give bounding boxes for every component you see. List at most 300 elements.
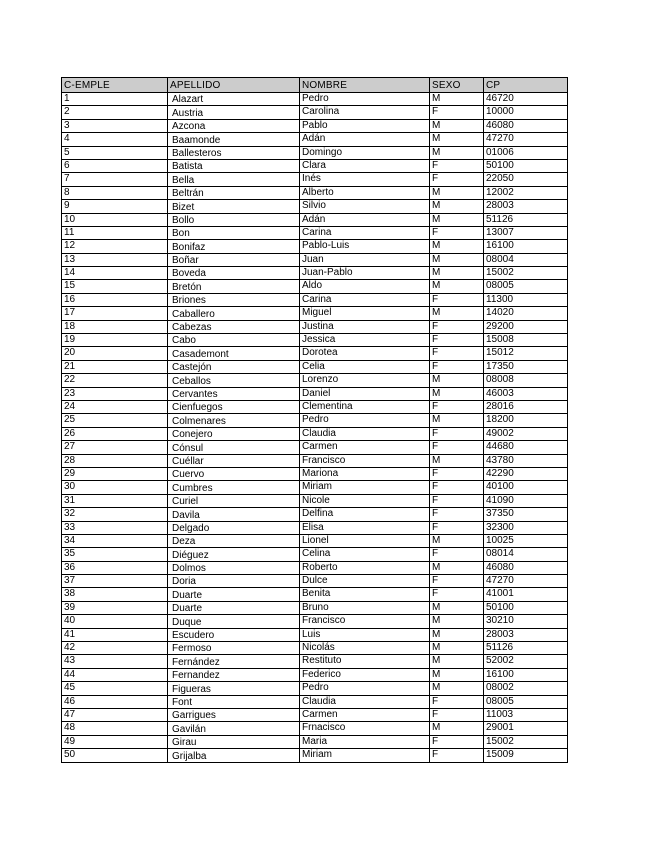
- cell-cp: 11300: [484, 293, 568, 306]
- cell-cp: 13007: [484, 226, 568, 239]
- cell-nombre: Silvio: [300, 200, 430, 213]
- cell-c-emple: 13: [62, 253, 168, 266]
- cell-c-emple: 29: [62, 467, 168, 480]
- cell-sexo: F: [430, 467, 484, 480]
- cell-sexo: F: [430, 708, 484, 721]
- cell-nombre: Claudia: [300, 427, 430, 440]
- cell-c-emple: 19: [62, 334, 168, 347]
- cell-cp: 10000: [484, 106, 568, 119]
- table-row: [62, 400, 568, 413]
- column-header-c-emple: C-EMPLE: [62, 78, 168, 93]
- cell-sexo: M: [430, 655, 484, 668]
- cell-cp: 52002: [484, 655, 568, 668]
- cell-apellido: Beltrán: [168, 186, 300, 199]
- cell-nombre: Juan: [300, 253, 430, 266]
- cell-nombre: Miguel: [300, 307, 430, 320]
- cell-apellido: Duarte: [168, 601, 300, 614]
- table-row: [62, 534, 568, 547]
- cell-sexo: F: [430, 360, 484, 373]
- cell-cp: 30210: [484, 615, 568, 628]
- table-row: [62, 668, 568, 681]
- cell-cp: 44680: [484, 441, 568, 454]
- cell-nombre: Pedro: [300, 414, 430, 427]
- cell-nombre: Benita: [300, 588, 430, 601]
- cell-nombre: Bruno: [300, 601, 430, 614]
- cell-nombre: Pablo: [300, 119, 430, 132]
- cell-c-emple: 27: [62, 441, 168, 454]
- cell-cp: 50100: [484, 159, 568, 172]
- cell-cp: 22050: [484, 173, 568, 186]
- cell-nombre: Celia: [300, 360, 430, 373]
- cell-nombre: Lorenzo: [300, 374, 430, 387]
- cell-nombre: Dulce: [300, 575, 430, 588]
- table-row: [62, 360, 568, 373]
- cell-nombre: Claudia: [300, 695, 430, 708]
- cell-c-emple: 7: [62, 173, 168, 186]
- cell-apellido: Bella: [168, 173, 300, 186]
- cell-apellido: Bretón: [168, 280, 300, 293]
- cell-cp: 16100: [484, 668, 568, 681]
- cell-nombre: Daniel: [300, 387, 430, 400]
- cell-nombre: Maria: [300, 735, 430, 748]
- cell-apellido: Gavilán: [168, 722, 300, 735]
- cell-sexo: F: [430, 508, 484, 521]
- cell-apellido: Deza: [168, 534, 300, 547]
- cell-sexo: M: [430, 240, 484, 253]
- table-row: [62, 173, 568, 186]
- cell-nombre: Carina: [300, 226, 430, 239]
- table-row: [62, 494, 568, 507]
- cell-cp: 28016: [484, 400, 568, 413]
- table-row: [62, 588, 568, 601]
- cell-c-emple: 1: [62, 93, 168, 106]
- cell-apellido: Garrigues: [168, 708, 300, 721]
- cell-nombre: Federico: [300, 668, 430, 681]
- cell-sexo: F: [430, 481, 484, 494]
- cell-sexo: M: [430, 267, 484, 280]
- cell-sexo: M: [430, 454, 484, 467]
- table-row: [62, 280, 568, 293]
- cell-cp: 51126: [484, 213, 568, 226]
- table-row: [62, 427, 568, 440]
- cell-apellido: Cumbres: [168, 481, 300, 494]
- cell-c-emple: 34: [62, 534, 168, 547]
- cell-c-emple: 23: [62, 387, 168, 400]
- cell-sexo: F: [430, 106, 484, 119]
- cell-cp: 28003: [484, 628, 568, 641]
- cell-c-emple: 40: [62, 615, 168, 628]
- cell-cp: 11003: [484, 708, 568, 721]
- cell-c-emple: 45: [62, 682, 168, 695]
- cell-sexo: F: [430, 588, 484, 601]
- cell-c-emple: 18: [62, 320, 168, 333]
- cell-nombre: Miriam: [300, 749, 430, 762]
- cell-cp: 18200: [484, 414, 568, 427]
- cell-sexo: F: [430, 575, 484, 588]
- cell-c-emple: 35: [62, 548, 168, 561]
- cell-cp: 08002: [484, 682, 568, 695]
- cell-c-emple: 30: [62, 481, 168, 494]
- cell-sexo: F: [430, 159, 484, 172]
- cell-cp: 41090: [484, 494, 568, 507]
- cell-cp: 50100: [484, 601, 568, 614]
- cell-apellido: Fernández: [168, 655, 300, 668]
- cell-c-emple: 28: [62, 454, 168, 467]
- cell-apellido: Dolmos: [168, 561, 300, 574]
- cell-sexo: F: [430, 400, 484, 413]
- cell-c-emple: 2: [62, 106, 168, 119]
- cell-c-emple: 48: [62, 722, 168, 735]
- table-row: [62, 642, 568, 655]
- cell-nombre: Carina: [300, 293, 430, 306]
- cell-cp: 15009: [484, 749, 568, 762]
- cell-c-emple: 21: [62, 360, 168, 373]
- table-row: [62, 548, 568, 561]
- cell-apellido: Ballesteros: [168, 146, 300, 159]
- cell-sexo: M: [430, 307, 484, 320]
- cell-apellido: Cónsul: [168, 441, 300, 454]
- cell-c-emple: 5: [62, 146, 168, 159]
- cell-apellido: Cienfuegos: [168, 400, 300, 413]
- cell-apellido: Cervantes: [168, 387, 300, 400]
- cell-apellido: Duarte: [168, 588, 300, 601]
- table-row: [62, 213, 568, 226]
- cell-nombre: Carmen: [300, 708, 430, 721]
- cell-nombre: Aldo: [300, 280, 430, 293]
- cell-nombre: Jessica: [300, 334, 430, 347]
- cell-cp: 08008: [484, 374, 568, 387]
- cell-sexo: M: [430, 682, 484, 695]
- cell-apellido: Fermoso: [168, 642, 300, 655]
- table-row: [62, 708, 568, 721]
- cell-sexo: M: [430, 722, 484, 735]
- cell-c-emple: 26: [62, 427, 168, 440]
- cell-cp: 32300: [484, 521, 568, 534]
- cell-sexo: F: [430, 347, 484, 360]
- cell-c-emple: 39: [62, 601, 168, 614]
- cell-apellido: Font: [168, 695, 300, 708]
- cell-cp: 08004: [484, 253, 568, 266]
- cell-sexo: F: [430, 735, 484, 748]
- cell-nombre: Dorotea: [300, 347, 430, 360]
- cell-cp: 40100: [484, 481, 568, 494]
- cell-cp: 15008: [484, 334, 568, 347]
- cell-sexo: M: [430, 668, 484, 681]
- cell-cp: 29001: [484, 722, 568, 735]
- cell-apellido: Bonifaz: [168, 240, 300, 253]
- cell-apellido: Colmenares: [168, 414, 300, 427]
- cell-c-emple: 16: [62, 293, 168, 306]
- cell-c-emple: 14: [62, 267, 168, 280]
- cell-apellido: Grijalba: [168, 749, 300, 762]
- cell-apellido: Baamonde: [168, 133, 300, 146]
- table-row: [62, 293, 568, 306]
- cell-sexo: M: [430, 642, 484, 655]
- cell-apellido: Escudero: [168, 628, 300, 641]
- column-header-nombre: NOMBRE: [300, 78, 430, 93]
- cell-sexo: M: [430, 601, 484, 614]
- cell-sexo: M: [430, 119, 484, 132]
- cell-sexo: F: [430, 441, 484, 454]
- table-row: [62, 601, 568, 614]
- cell-nombre: Juan-Pablo: [300, 267, 430, 280]
- column-header-cp: CP: [484, 78, 568, 93]
- cell-c-emple: 11: [62, 226, 168, 239]
- cell-c-emple: 10: [62, 213, 168, 226]
- cell-nombre: Clara: [300, 159, 430, 172]
- cell-apellido: Batista: [168, 159, 300, 172]
- cell-sexo: F: [430, 548, 484, 561]
- cell-apellido: Boveda: [168, 267, 300, 280]
- table-row: [62, 374, 568, 387]
- cell-apellido: Austria: [168, 106, 300, 119]
- cell-apellido: Alazart: [168, 93, 300, 106]
- cell-nombre: Nicolás: [300, 642, 430, 655]
- table-row: [62, 307, 568, 320]
- cell-sexo: M: [430, 213, 484, 226]
- cell-apellido: Curiel: [168, 494, 300, 507]
- cell-apellido: Diéguez: [168, 548, 300, 561]
- table-row: [62, 146, 568, 159]
- cell-nombre: Carmen: [300, 441, 430, 454]
- cell-sexo: M: [430, 615, 484, 628]
- cell-c-emple: 6: [62, 159, 168, 172]
- cell-sexo: M: [430, 280, 484, 293]
- cell-c-emple: 50: [62, 749, 168, 762]
- cell-nombre: Justina: [300, 320, 430, 333]
- cell-cp: 43780: [484, 454, 568, 467]
- cell-apellido: Caballero: [168, 307, 300, 320]
- cell-c-emple: 36: [62, 561, 168, 574]
- cell-apellido: Bollo: [168, 213, 300, 226]
- cell-c-emple: 33: [62, 521, 168, 534]
- cell-sexo: M: [430, 534, 484, 547]
- cell-nombre: Francisco: [300, 454, 430, 467]
- cell-nombre: Nicole: [300, 494, 430, 507]
- cell-nombre: Roberto: [300, 561, 430, 574]
- table-row: [62, 655, 568, 668]
- cell-apellido: Conejero: [168, 427, 300, 440]
- cell-cp: 29200: [484, 320, 568, 333]
- cell-nombre: Miriam: [300, 481, 430, 494]
- cell-c-emple: 31: [62, 494, 168, 507]
- cell-c-emple: 47: [62, 708, 168, 721]
- cell-c-emple: 49: [62, 735, 168, 748]
- cell-apellido: Girau: [168, 735, 300, 748]
- cell-cp: 08005: [484, 280, 568, 293]
- cell-c-emple: 44: [62, 668, 168, 681]
- cell-sexo: F: [430, 320, 484, 333]
- cell-c-emple: 9: [62, 200, 168, 213]
- cell-apellido: Castejón: [168, 360, 300, 373]
- table-row: [62, 200, 568, 213]
- cell-nombre: Lionel: [300, 534, 430, 547]
- cell-cp: 17350: [484, 360, 568, 373]
- table-row: [62, 615, 568, 628]
- cell-sexo: M: [430, 253, 484, 266]
- cell-nombre: Celina: [300, 548, 430, 561]
- cell-sexo: F: [430, 749, 484, 762]
- cell-sexo: F: [430, 494, 484, 507]
- cell-c-emple: 20: [62, 347, 168, 360]
- cell-nombre: Elisa: [300, 521, 430, 534]
- table-row: [62, 521, 568, 534]
- cell-nombre: Carolina: [300, 106, 430, 119]
- cell-c-emple: 4: [62, 133, 168, 146]
- table-row: [62, 240, 568, 253]
- cell-cp: 47270: [484, 133, 568, 146]
- table-row: [62, 226, 568, 239]
- cell-nombre: Adán: [300, 133, 430, 146]
- cell-nombre: Pablo-Luis: [300, 240, 430, 253]
- table-row: [62, 106, 568, 119]
- cell-sexo: F: [430, 427, 484, 440]
- cell-cp: 37350: [484, 508, 568, 521]
- cell-sexo: F: [430, 695, 484, 708]
- employee-sheet: [61, 77, 567, 763]
- table-row: [62, 682, 568, 695]
- table-row: [62, 119, 568, 132]
- table-row: [62, 159, 568, 172]
- table-row: [62, 414, 568, 427]
- cell-nombre: Alberto: [300, 186, 430, 199]
- cell-c-emple: 41: [62, 628, 168, 641]
- cell-sexo: M: [430, 93, 484, 106]
- cell-sexo: F: [430, 293, 484, 306]
- cell-sexo: M: [430, 146, 484, 159]
- cell-c-emple: 46: [62, 695, 168, 708]
- cell-c-emple: 32: [62, 508, 168, 521]
- cell-apellido: Fernandez: [168, 668, 300, 681]
- cell-apellido: Cuervo: [168, 467, 300, 480]
- cell-apellido: Casademont: [168, 347, 300, 360]
- cell-sexo: F: [430, 521, 484, 534]
- cell-cp: 14020: [484, 307, 568, 320]
- cell-apellido: Delgado: [168, 521, 300, 534]
- header-row: [62, 78, 568, 93]
- cell-cp: 10025: [484, 534, 568, 547]
- cell-c-emple: 43: [62, 655, 168, 668]
- cell-apellido: Azcona: [168, 119, 300, 132]
- cell-apellido: Briones: [168, 293, 300, 306]
- table-row: [62, 561, 568, 574]
- cell-sexo: M: [430, 628, 484, 641]
- cell-sexo: M: [430, 186, 484, 199]
- cell-sexo: M: [430, 200, 484, 213]
- cell-c-emple: 42: [62, 642, 168, 655]
- cell-c-emple: 12: [62, 240, 168, 253]
- cell-cp: 15002: [484, 735, 568, 748]
- table-row: [62, 722, 568, 735]
- table-row: [62, 320, 568, 333]
- cell-sexo: M: [430, 561, 484, 574]
- table-row: [62, 334, 568, 347]
- cell-cp: 46720: [484, 93, 568, 106]
- cell-nombre: Adán: [300, 213, 430, 226]
- cell-apellido: Doria: [168, 575, 300, 588]
- cell-cp: 08014: [484, 548, 568, 561]
- cell-sexo: F: [430, 226, 484, 239]
- cell-apellido: Cabezas: [168, 320, 300, 333]
- cell-nombre: Mariona: [300, 467, 430, 480]
- cell-nombre: Clementina: [300, 400, 430, 413]
- cell-cp: 46003: [484, 387, 568, 400]
- cell-apellido: Cuéllar: [168, 454, 300, 467]
- cell-cp: 49002: [484, 427, 568, 440]
- cell-apellido: Cabo: [168, 334, 300, 347]
- cell-cp: 47270: [484, 575, 568, 588]
- cell-apellido: Duque: [168, 615, 300, 628]
- cell-c-emple: 15: [62, 280, 168, 293]
- table-row: [62, 133, 568, 146]
- cell-cp: 46080: [484, 561, 568, 574]
- cell-nombre: Frnacisco: [300, 722, 430, 735]
- cell-nombre: Pedro: [300, 682, 430, 695]
- cell-sexo: M: [430, 133, 484, 146]
- table-row: [62, 441, 568, 454]
- cell-nombre: Inés: [300, 173, 430, 186]
- cell-nombre: Francisco: [300, 615, 430, 628]
- cell-sexo: F: [430, 173, 484, 186]
- cell-sexo: M: [430, 374, 484, 387]
- cell-cp: 41001: [484, 588, 568, 601]
- cell-c-emple: 38: [62, 588, 168, 601]
- table-row: [62, 481, 568, 494]
- table-row: [62, 347, 568, 360]
- cell-c-emple: 17: [62, 307, 168, 320]
- cell-cp: 15002: [484, 267, 568, 280]
- cell-c-emple: 3: [62, 119, 168, 132]
- cell-cp: 28003: [484, 200, 568, 213]
- table-row: [62, 267, 568, 280]
- table-row: [62, 508, 568, 521]
- employee-table: [61, 77, 568, 763]
- table-row: [62, 735, 568, 748]
- cell-cp: 01006: [484, 146, 568, 159]
- cell-cp: 51126: [484, 642, 568, 655]
- table-row: [62, 253, 568, 266]
- cell-nombre: Luis: [300, 628, 430, 641]
- cell-nombre: Domingo: [300, 146, 430, 159]
- table-row: [62, 749, 568, 762]
- table-row: [62, 628, 568, 641]
- cell-c-emple: 22: [62, 374, 168, 387]
- cell-nombre: Delfina: [300, 508, 430, 521]
- table-row: [62, 93, 568, 106]
- table-row: [62, 467, 568, 480]
- table-row: [62, 387, 568, 400]
- cell-cp: 12002: [484, 186, 568, 199]
- table-row: [62, 695, 568, 708]
- cell-sexo: F: [430, 334, 484, 347]
- table-row: [62, 454, 568, 467]
- table-row: [62, 186, 568, 199]
- table-row: [62, 575, 568, 588]
- cell-apellido: Ceballos: [168, 374, 300, 387]
- cell-apellido: Bon: [168, 226, 300, 239]
- cell-apellido: Boñar: [168, 253, 300, 266]
- cell-c-emple: 8: [62, 186, 168, 199]
- column-header-sexo: SEXO: [430, 78, 484, 93]
- cell-sexo: M: [430, 414, 484, 427]
- cell-c-emple: 24: [62, 400, 168, 413]
- column-header-apellido: APELLIDO: [168, 78, 300, 93]
- cell-nombre: Restituto: [300, 655, 430, 668]
- cell-nombre: Pedro: [300, 93, 430, 106]
- cell-cp: 15012: [484, 347, 568, 360]
- cell-apellido: Bizet: [168, 200, 300, 213]
- cell-cp: 08005: [484, 695, 568, 708]
